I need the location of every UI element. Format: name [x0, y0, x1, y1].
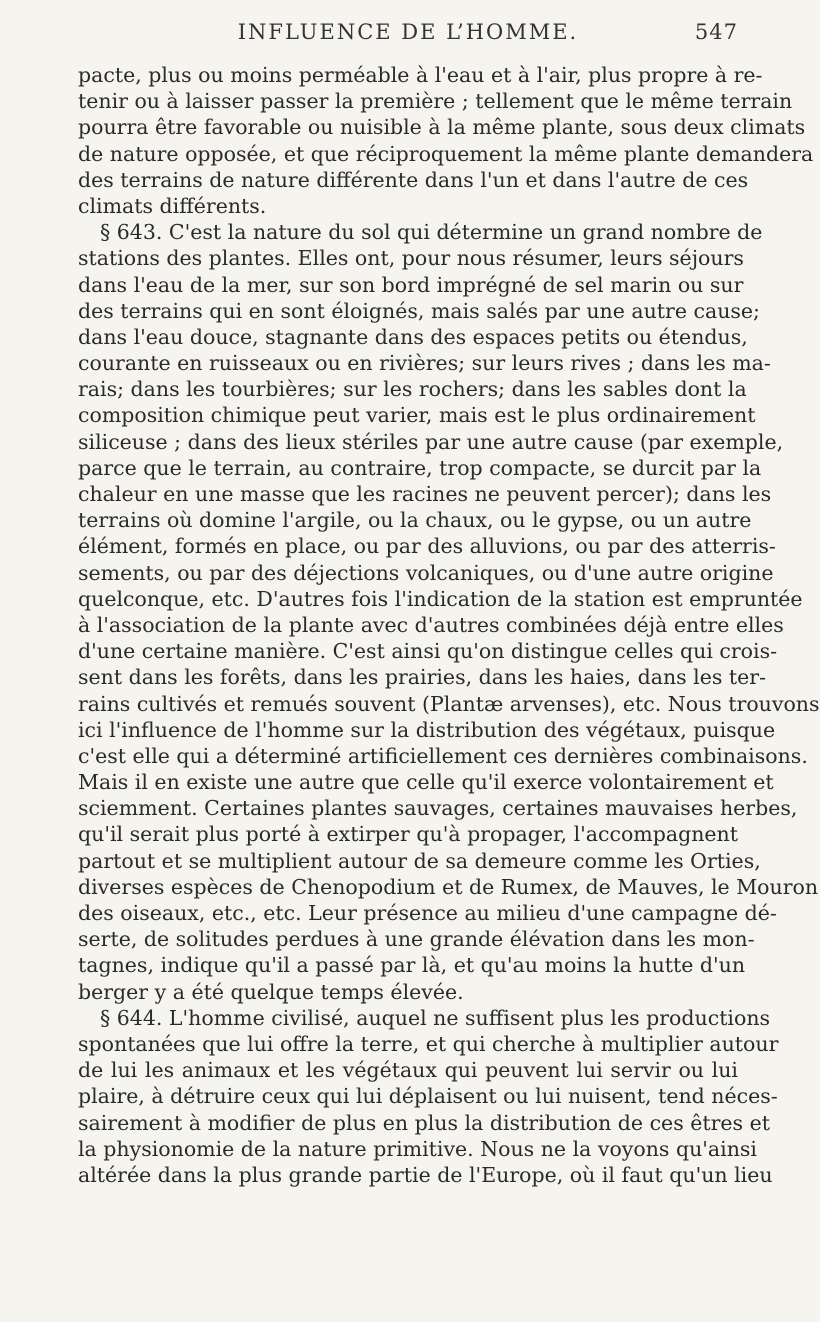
- text-line: d'une certaine manière. C'est ainsi qu'on distingue celles qui crois-: [78, 639, 778, 664]
- text-line: pourra être favorable ou nuisible à la même plante, sous deux climats: [78, 115, 806, 140]
- text-line: tenir ou à laisser passer la première ; tellement que le même terrain: [78, 89, 793, 114]
- text-line: rais; dans les tourbières; sur les rochers; dans les sables dont la: [78, 377, 747, 402]
- text-line: altérée dans la plus grande partie de l'Europe, où il faut qu'un lieu: [78, 1162, 773, 1187]
- text-line: spontanées que lui offre la terre, et qui cherche à multiplier autour: [78, 1031, 779, 1056]
- text-line: dans l'eau douce, stagnante dans des espaces petits ou étendus,: [78, 324, 748, 349]
- text-line: des oiseaux, etc., etc. Leur présence au milieu d'une campagne dé-: [78, 901, 777, 925]
- text-line: pacte, plus ou moins perméable à l'eau et à l'air, plus propre à re-: [78, 63, 763, 87]
- text-line: sairement à modifier de plus en plus la distribution de ces êtres et: [78, 1110, 770, 1135]
- body-text: [78, 62, 820, 1188]
- text-line: sements, ou par des déjections volcaniques, ou d'une autre origine: [78, 560, 774, 585]
- text-line: chaleur en une masse que les racines ne peuvent percer); dans les: [78, 482, 772, 506]
- text-line: de lui les animaux et les végétaux qui peuvent lui servir ou lui: [78, 1058, 738, 1083]
- text-line: stations des plantes. Elles ont, pour nous résumer, leurs séjours: [78, 246, 744, 271]
- text-line: § 643. C'est la nature du sol qui détermine un grand nombre de: [100, 220, 763, 245]
- text-line: terrains où domine l'argile, ou la chaux, ou le gypse, ou un autre: [78, 508, 752, 533]
- page-number: 547: [694, 20, 738, 44]
- text-line: sciemment. Certaines plantes sauvages, certaines mauvaises herbes,: [78, 796, 798, 821]
- text-line: qu'il serait plus porté à extirper qu'à propager, l'accompagnent: [78, 822, 738, 847]
- text-line: tagnes, indique qu'il a passé par là, et qu'au moins la hutte d'un: [78, 953, 746, 978]
- text-line: siliceuse ; dans des lieux stériles par une autre cause (par exemple,: [78, 429, 784, 454]
- text-line: de nature opposée, et que réciproquement la même plante demandera: [78, 141, 814, 166]
- text-line: serte, de solitudes perdues à une grande élévation dans les mon-: [78, 927, 755, 952]
- text-line: diverses espèces de Chenopodium et de Rumex, de Mauves, le Mouron: [78, 874, 819, 899]
- running-head-title: INFLUENCE DE L’HOMME.: [237, 20, 579, 44]
- text-line: Mais il en existe une autre que celle qu'il exerce volontairement et: [78, 770, 774, 795]
- text-line: partout et se multiplient autour de sa demeure comme les Orties,: [78, 848, 761, 873]
- text-line: quelconque, etc. D'autres fois l'indication de la station est empruntée: [78, 586, 803, 611]
- text-line: composition chimique peut varier, mais est le plus ordinairement: [78, 403, 756, 428]
- text-line: la physionomie de la nature primitive. Nous ne la voyons qu'ainsi: [78, 1136, 757, 1161]
- text-line: à l'association de la plante avec d'autres combinées déjà entre elles: [78, 612, 784, 637]
- text-line: c'est elle qui a déterminé artificiellement ces dernières combinaisons.: [78, 743, 808, 768]
- text-line: plaire, à détruire ceux qui lui déplaisent ou lui nuisent, tend néces-: [78, 1084, 778, 1109]
- text-line: berger y a été quelque temps élevée.: [78, 979, 464, 1004]
- running-head: [78, 18, 738, 58]
- text-line: sent dans les forêts, dans les prairies, dans les haies, dans les ter-: [78, 665, 767, 690]
- text-line: rains cultivés et remués souvent (Plantæ arvenses), etc. Nous trouvons: [78, 691, 820, 716]
- text-line: climats différents.: [78, 193, 267, 218]
- text-line: des terrains de nature différente dans l'un et dans l'autre de ces: [78, 167, 749, 192]
- text-line: des terrains qui en sont éloignés, mais salés par une autre cause;: [78, 298, 760, 323]
- text-line: parce que le terrain, au contraire, trop compacte, se durcit par la: [78, 455, 762, 480]
- text-line: courante en ruisseaux ou en rivières; sur leurs rives ; dans les ma-: [78, 351, 771, 376]
- text-line: élément, formés en place, ou par des alluvions, ou par des atterris-: [78, 534, 776, 559]
- text-line: dans l'eau de la mer, sur son bord imprégné de sel marin ou sur: [78, 272, 744, 297]
- text-line: § 644. L'homme civilisé, auquel ne suffisent plus les productions: [100, 1005, 771, 1030]
- text-line: ici l'influence de l'homme sur la distribution des végétaux, puisque: [78, 717, 776, 742]
